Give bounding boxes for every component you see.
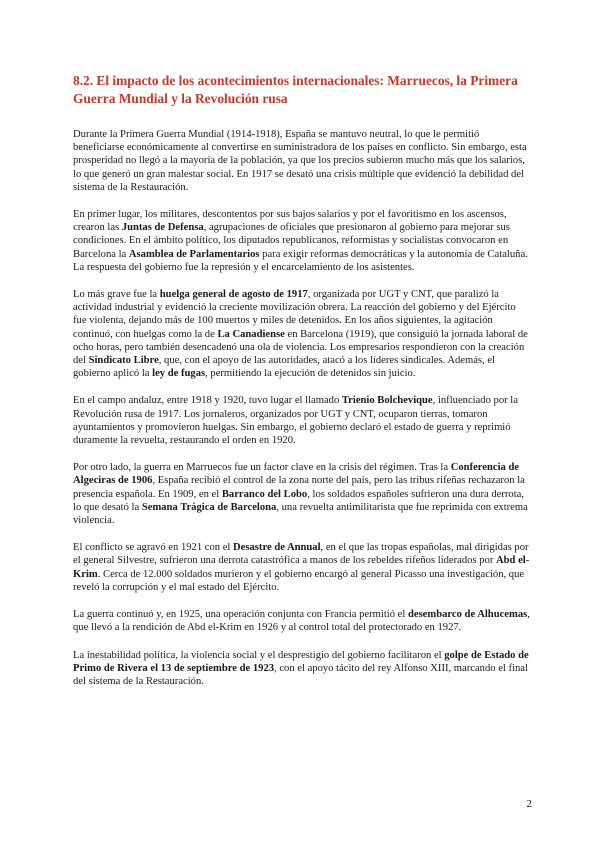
text-run: , permitiendo la ejecución de detenidos sin juicio. (205, 368, 416, 380)
text-run: en Barcelona (1919), que consiguió la jornada laboral de ocho horas, pero también desencadenó una ola de violencia. Los empresarios respondieron con la creación del (73, 328, 528, 367)
text-run: , España recibió el control de la zona norte del país, pero las tribus rifeñas rechazaron la presencia española. En 1909, en el (73, 475, 525, 500)
bold-term: ley de fugas (152, 368, 206, 380)
text-run: , organizada por UGT y CNT, que paralizó la actividad industrial y evidenció la creciente movilización obrera. La reacción del gobierno y del Ejército fue violenta, dejando más de 100 muertos y miles de detenidos. En los años siguientes, la agitación continuó, con huelgas como la de (73, 289, 516, 340)
body-paragraph (73, 394, 531, 447)
text-run: Durante la Primera Guerra Mundial (1914-1918), España se mantuvo neutral, lo que le permitió beneficiarse económicamente al convertirse en suministradora de los países en conflicto. Sin embargo, esta prosperidad no llegó a la mayoría de la población, ya que los precios subieron mucho más que los salarios, lo que generó un gran malestar social. En 1917 se desató una crisis múltiple que evidenció la debilidad del sistema de la Restauración. (73, 129, 527, 193)
text-run: En el campo andaluz, entre 1918 y 1920, tuvo lugar el llamado (73, 395, 342, 407)
text-run: , una revuelta antimilitarista que fue reprimida con extrema violencia. (73, 501, 528, 527)
text-run: Lo más grave fue la (73, 289, 160, 301)
bold-term: Abd el-Krim (73, 555, 530, 580)
body-paragraph (73, 608, 531, 634)
text-run: El conflicto se agravó en 1921 con el (73, 542, 234, 554)
body-paragraph (73, 128, 531, 194)
text-run: , con el apoyo tácito del rey Alfonso XIII, marcando el final del sistema de la Restauración. (73, 662, 528, 687)
body-paragraph (73, 288, 531, 380)
text-run: En primer lugar, los militares, descontentos por sus bajos salarios y por el favoritismo en los ascensos, crearon las (73, 209, 507, 234)
body-text (73, 128, 531, 702)
text-run: , agrupaciones de oficiales que presionaron al gobierno para mejorar sus condiciones. En el ámbito político, los diputados republicanos, reformistas y socialistas convocaron en Barcelona la (73, 222, 510, 260)
text-run: Por otro lado, la guerra en Marruecos fue un factor clave en la crisis del régimen. Tras la (73, 462, 451, 474)
bold-term: La Canadiense (217, 328, 285, 340)
text-run: , influenciado por la Revolución rusa de 1917. Los jornaleros, organizados por UGT y CNT, ocuparon tierras, tomaron ayuntamientos y promovieron huelgas. Sin embargo, el gobierno declaró el estado de guerra y reprimió duramente la revuelta, restaurando el orden en 1920. (73, 395, 518, 447)
body-paragraph (73, 208, 531, 274)
text-run: . Cerca de 12.000 soldados murieron y el gobierno encargó al general Picasso una investigación, que reveló la corrupción y el mal estado del Ejército. (73, 568, 525, 593)
body-paragraph (73, 461, 531, 527)
bold-term: Conferencia de Algeciras de 1906 (73, 462, 520, 487)
text-run: , los soldados españoles sufrieron una dura derrota, lo que desató la (73, 488, 525, 513)
bold-term: Desastre de Annual (233, 542, 321, 554)
bold-term: Juntas de Defensa (121, 222, 204, 234)
text-run: para exigir reformas democráticas y la autonomía de Cataluña. La respuesta del gobierno fue la represión y el encarcelamiento de los asistentes. (73, 248, 528, 273)
bold-term: Barranco del Lobo (221, 488, 308, 500)
bold-term: golpe de Estado de Primo de Rivera el 13 de septiembre de 1923 (73, 649, 529, 674)
text-run: , en el que las tropas españolas, mal dirigidas por el general Silvestre, sufrieron una derrota catastrófica a manos de los rebeldes rifeños liderados por (73, 542, 529, 567)
text-run: La guerra continuó y, en 1925, una operación conjunta con Francia permitió el (73, 609, 408, 621)
bold-term: desembarco de Alhucemas (407, 609, 528, 621)
section-heading: 8.2. El impacto de los acontecimientos internacionales: Marruecos, la Primera Guerra Mundial y la Revolución rusa (73, 73, 518, 106)
bold-term: Trienio Bolchevique (341, 395, 433, 407)
bold-term: Asamblea de Parlamentarios (128, 248, 260, 260)
body-paragraph (73, 541, 531, 594)
page-number: 2 (526, 798, 532, 810)
bold-term: Sindicato Libre (88, 355, 159, 367)
bold-term: Semana Trágica de Barcelona (141, 501, 277, 513)
text-run: , que llevó a la rendición de Abd el-Krim en 1926 y al control total del protectorado en 1927. (73, 609, 530, 634)
text-run: , que, con el apoyo de las autoridades, atacó a los líderes sindicales. Además, el gobierno aplicó la (73, 355, 495, 380)
bold-term: huelga general de agosto de 1917 (159, 289, 308, 301)
text-run: La inestabilidad política, la violencia social y el desprestigio del gobierno facilitaron el (73, 649, 445, 661)
body-paragraph (73, 649, 531, 689)
